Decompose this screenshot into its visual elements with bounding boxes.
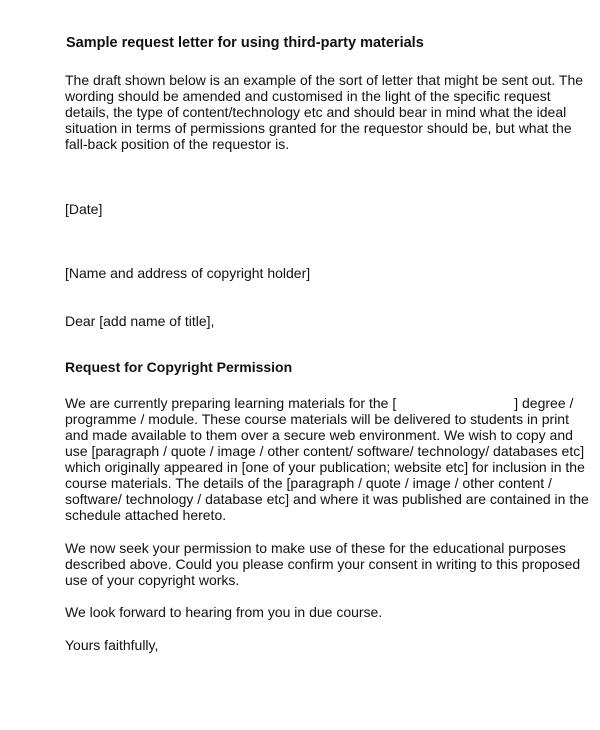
closing: Yours faithfully, [65, 637, 159, 653]
subject-heading: Request for Copyright Permission [65, 359, 293, 375]
body-line: We look forward to hearing from you in due course. [65, 604, 383, 620]
body-line: programme / module. These course materials will be delivered to students in print [65, 411, 569, 427]
intro-line: situation in terms of permissions granted for the requestor should be, but what the [65, 120, 572, 136]
body-line: described above. Could you please confirm your consent in writing to this proposed [65, 556, 581, 572]
intro-line: wording should be amended and customised in the light of the specific request [65, 88, 551, 104]
body-line: use [paragraph / quote / image / other content/ software/ technology/ databases etc] [65, 443, 585, 459]
body-line: We now seek your permission to make use of these for the educational purposes [65, 540, 566, 556]
body-line: software/ technology / database etc] and where it was published are contained in the [65, 491, 589, 507]
body-line-left: We are currently preparing learning materials for the [ [65, 395, 397, 411]
intro-line: fall-back position of the requestor is. [65, 136, 290, 152]
intro-line: details, the type of content/technology etc and should bear in mind what the ideal [65, 104, 567, 120]
body-line: use of your copyright works. [65, 572, 240, 588]
body-line: schedule attached hereto. [65, 507, 227, 523]
body-line: which originally appeared in [one of your publication; website etc] for inclusion in the [65, 459, 585, 475]
body-line: course materials. The details of the [paragraph / quote / image / other content / [65, 475, 552, 491]
date-placeholder: [Date] [65, 201, 103, 217]
body-line-right: ] degree / [514, 395, 574, 411]
address-placeholder: [Name and address of copyright holder] [65, 265, 311, 281]
salutation: Dear [add name of title], [65, 313, 215, 329]
body-line: and made available to them over a secure web environment. We wish to copy and [65, 427, 573, 443]
body-line [65, 395, 573, 411]
page-title: Sample request letter for using third-party materials [66, 35, 424, 51]
intro-line: The draft shown below is an example of the sort of letter that might be sent out. The [65, 72, 584, 88]
